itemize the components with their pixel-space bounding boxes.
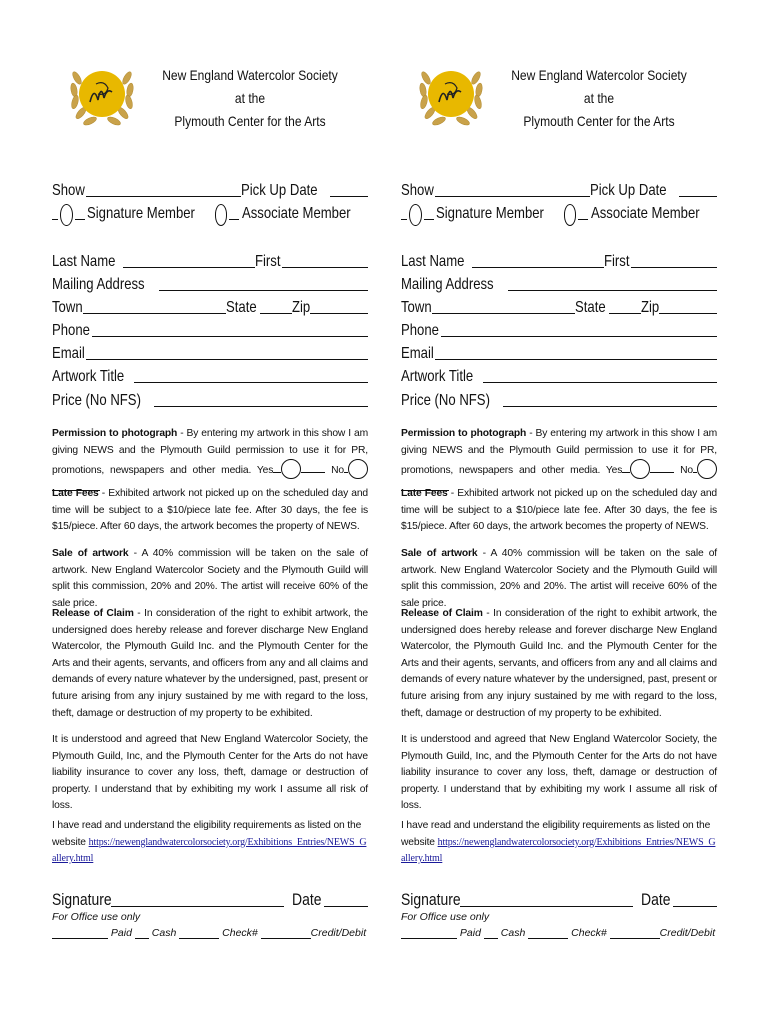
- sale-paragraph: [401, 546, 717, 612]
- phone-row: [52, 318, 368, 340]
- town-field[interactable]: [432, 299, 575, 314]
- first-name-field[interactable]: [631, 253, 717, 268]
- heading-line-3: Plymouth Center for the Arts: [523, 113, 675, 129]
- heading-line-3: Plymouth Center for the Arts: [174, 113, 326, 129]
- cash-label: Cash: [500, 927, 526, 939]
- credit-label: Credit/Debit: [310, 927, 367, 939]
- form-heading: [138, 64, 362, 133]
- date-field[interactable]: [673, 892, 717, 907]
- eligibility-paragraph: [401, 818, 717, 868]
- phone-label: Phone: [401, 322, 439, 339]
- paid-label: Paid: [459, 927, 481, 939]
- no-label: No: [680, 465, 693, 477]
- check-field[interactable]: [528, 928, 568, 939]
- address-row: [401, 272, 717, 294]
- price-label: Price (No NFS): [401, 392, 490, 409]
- office-use-label: For Office use only: [52, 911, 141, 923]
- entry-form-left: [52, 0, 368, 1024]
- blank-line: [424, 205, 434, 220]
- release-paragraph: [401, 606, 717, 722]
- heading-line-2: at the: [234, 90, 266, 106]
- zip-field[interactable]: [659, 299, 717, 314]
- artwork-title-field[interactable]: [134, 368, 368, 383]
- credit-field[interactable]: [610, 928, 660, 939]
- form-heading: [487, 64, 711, 133]
- insurance-paragraph: [401, 732, 717, 815]
- no-checkbox[interactable]: [348, 459, 368, 479]
- town-row: [52, 295, 368, 317]
- mailing-address-label: Mailing Address: [52, 276, 145, 293]
- eligibility-text: I have read and understand the eligibility requirements as listed on the website: [401, 820, 711, 848]
- mailing-address-label: Mailing Address: [401, 276, 494, 293]
- state-label: State: [575, 299, 607, 316]
- signature-field[interactable]: [460, 892, 633, 907]
- payment-row: [401, 927, 717, 939]
- sale-text: - A 40% commission will be taken on the sale of artwork. New England Watercolor Society and the Plymouth Guild will split this commission, 20% and 20%. The artist will receive 60% of the sale price.: [52, 548, 368, 609]
- last-name-field[interactable]: [472, 253, 604, 268]
- insurance-paragraph: [52, 732, 368, 815]
- artwork-title-row: [52, 364, 368, 386]
- yes-checkbox[interactable]: [281, 459, 301, 479]
- price-label: Price (No NFS): [52, 392, 141, 409]
- artwork-title-label: Artwork Title: [52, 368, 125, 385]
- mailing-address-field[interactable]: [159, 276, 368, 291]
- show-row: [52, 178, 368, 200]
- late-fees-paragraph: [52, 486, 368, 536]
- blank-line: [229, 205, 239, 220]
- signature-member-checkbox[interactable]: [409, 204, 422, 226]
- date-label: Date: [292, 890, 322, 909]
- eligibility-paragraph: [52, 818, 368, 868]
- mailing-address-field[interactable]: [508, 276, 717, 291]
- date-field[interactable]: [324, 892, 368, 907]
- no-label: No: [331, 465, 344, 477]
- pickup-field[interactable]: [330, 182, 368, 197]
- late-fees-title: Late Fees: [52, 488, 99, 499]
- signature-member-label: Signature Member: [435, 205, 544, 222]
- permission-text: - By entering my artwork in this show I am giving NEWS and the Plymouth Guild permission to use it for PR, promotions, newspapers and other media.: [401, 428, 717, 477]
- paid-field[interactable]: [401, 928, 457, 939]
- check-label: Check#: [222, 927, 258, 939]
- payment-row: [52, 927, 368, 939]
- first-name-label: First: [603, 253, 630, 270]
- price-field[interactable]: [503, 392, 717, 407]
- blank-line: [75, 205, 85, 220]
- date-label: Date: [641, 890, 671, 909]
- associate-member-label: Associate Member: [590, 205, 700, 222]
- town-row: [401, 295, 717, 317]
- signature-member-label: Signature Member: [86, 205, 195, 222]
- check-label: Check#: [571, 927, 607, 939]
- state-field[interactable]: [609, 299, 641, 314]
- entry-form-right: [401, 0, 717, 1024]
- name-row: [401, 249, 717, 271]
- pickup-label: Pick Up Date: [240, 182, 318, 199]
- membership-row: [52, 201, 368, 223]
- price-row: [52, 388, 368, 410]
- gallery-link[interactable]: https://newenglandwatercolorsociety.org/Exhibitions_Entries/NEWS_Gallery.html: [401, 836, 716, 865]
- phone-field[interactable]: [92, 322, 368, 337]
- signature-row: [401, 886, 717, 910]
- zip-field[interactable]: [310, 299, 368, 314]
- town-field[interactable]: [83, 299, 226, 314]
- email-label: Email: [401, 345, 434, 362]
- permission-text: - By entering my artwork in this show I am giving NEWS and the Plymouth Guild permission to use it for PR, promotions, newspapers and other media.: [52, 428, 368, 477]
- yes-checkbox[interactable]: [630, 459, 650, 479]
- town-label: Town: [52, 299, 83, 316]
- heading-line-1: New England Watercolor Society: [511, 67, 687, 83]
- pickup-label: Pick Up Date: [589, 182, 667, 199]
- first-name-field[interactable]: [282, 253, 368, 268]
- town-label: Town: [401, 299, 432, 316]
- phone-field[interactable]: [441, 322, 717, 337]
- membership-row: [401, 201, 717, 223]
- name-row: [52, 249, 368, 271]
- insurance-text: It is understood and agreed that New England Watercolor Society, the Plymouth Guild, Inc, and the Plymouth Center for the Arts do not have liability insurance to cover any loss, theft, damage or destruction of property. I understand that by exhibiting my work I assume all risk of loss.: [401, 734, 717, 812]
- zip-label: Zip: [291, 299, 310, 316]
- release-title: Release of Claim: [401, 608, 483, 619]
- show-label: Show: [401, 182, 434, 199]
- credit-field[interactable]: [261, 928, 311, 939]
- release-text: - In consideration of the right to exhibit artwork, the undersigned does hereby release and forever discharge New England Watercolor, the Plymouth Guild Inc. and the Plymouth Center for the Arts and their agents, servants, and officers from any and all claims and demands of every nature whatever by the undersigned, past, present or future arising from any injury sustained by me with regard to the loss, theft, damage or destruction of my property to be exhibited.: [401, 608, 717, 719]
- phone-row: [401, 318, 717, 340]
- office-use-label: For Office use only: [401, 911, 490, 923]
- state-label: State: [226, 299, 258, 316]
- email-row: [52, 341, 368, 363]
- yes-label: Yes: [605, 465, 623, 477]
- signature-row: [52, 886, 368, 910]
- cash-field[interactable]: [135, 928, 149, 939]
- sale-title: Sale of artwork: [52, 548, 129, 559]
- last-name-label: Last Name: [401, 253, 465, 270]
- heading-line-2: at the: [583, 90, 615, 106]
- last-name-field[interactable]: [123, 253, 255, 268]
- paid-label: Paid: [110, 927, 132, 939]
- email-field[interactable]: [435, 345, 717, 360]
- first-name-label: First: [254, 253, 281, 270]
- society-logo: [68, 58, 136, 130]
- check-field[interactable]: [179, 928, 219, 939]
- zip-label: Zip: [640, 299, 659, 316]
- blank-line: [401, 205, 407, 220]
- phone-label: Phone: [52, 322, 90, 339]
- blank-line: [578, 205, 588, 220]
- sale-paragraph: [52, 546, 368, 612]
- show-label: Show: [52, 182, 85, 199]
- late-fees-title: Late Fees: [401, 488, 448, 499]
- signature-field[interactable]: [111, 892, 284, 907]
- society-logo: [417, 58, 485, 130]
- artwork-title-label: Artwork Title: [401, 368, 474, 385]
- show-row: [401, 178, 717, 200]
- yes-label: Yes: [256, 465, 274, 477]
- artwork-title-field[interactable]: [483, 368, 717, 383]
- price-field[interactable]: [154, 392, 368, 407]
- cash-label: Cash: [151, 927, 177, 939]
- late-fees-paragraph: [401, 486, 717, 536]
- address-row: [52, 272, 368, 294]
- pickup-field[interactable]: [679, 182, 717, 197]
- blank-line: [52, 205, 58, 220]
- email-label: Email: [52, 345, 85, 362]
- signature-member-checkbox[interactable]: [60, 204, 73, 226]
- credit-label: Credit/Debit: [659, 927, 716, 939]
- paid-field[interactable]: [52, 928, 108, 939]
- heading-line-1: New England Watercolor Society: [162, 67, 338, 83]
- state-field[interactable]: [260, 299, 292, 314]
- release-text: - In consideration of the right to exhibit artwork, the undersigned does hereby release and forever discharge New England Watercolor, the Plymouth Guild Inc. and the Plymouth Center for the Arts and their agents, servants, and officers from any and all claims and demands of every nature whatever by the undersigned, past, present or future arising from any injury sustained by me with regard to the loss, theft, damage or destruction of my property to be exhibited.: [52, 608, 368, 719]
- sale-title: Sale of artwork: [401, 548, 478, 559]
- late-fees-text: - Exhibited artwork not picked up on the scheduled day and time will be subject to a $10/piece late fee. After 30 days, the fee is $15/piece. After 60 days, the artwork becomes the property of NEWS.: [52, 488, 368, 533]
- cash-field[interactable]: [484, 928, 498, 939]
- permission-title: Permission to photograph: [401, 428, 527, 439]
- show-field[interactable]: [435, 182, 590, 197]
- show-field[interactable]: [86, 182, 241, 197]
- release-paragraph: [52, 606, 368, 722]
- last-name-label: Last Name: [52, 253, 116, 270]
- gallery-link[interactable]: https://newenglandwatercolorsociety.org/Exhibitions_Entries/NEWS_Gallery.html: [52, 836, 367, 865]
- price-row: [401, 388, 717, 410]
- eligibility-text: I have read and understand the eligibility requirements as listed on the website: [52, 820, 362, 848]
- email-field[interactable]: [86, 345, 368, 360]
- associate-member-label: Associate Member: [241, 205, 351, 222]
- sale-text: - A 40% commission will be taken on the sale of artwork. New England Watercolor Society and the Plymouth Guild will split this commission, 20% and 20%. The artist will receive 60% of the sale price.: [401, 548, 717, 609]
- signature-label: Signature: [401, 890, 461, 909]
- insurance-text: It is understood and agreed that New England Watercolor Society, the Plymouth Guild, Inc, and the Plymouth Center for the Arts do not have liability insurance to cover any loss, theft, damage or destruction of property. I understand that by exhibiting my work I assume all risk of loss.: [52, 734, 368, 812]
- release-title: Release of Claim: [52, 608, 134, 619]
- permission-title: Permission to photograph: [52, 428, 178, 439]
- no-checkbox[interactable]: [697, 459, 717, 479]
- artwork-title-row: [401, 364, 717, 386]
- email-row: [401, 341, 717, 363]
- associate-member-checkbox[interactable]: [215, 204, 228, 226]
- associate-member-checkbox[interactable]: [564, 204, 577, 226]
- late-fees-text: - Exhibited artwork not picked up on the scheduled day and time will be subject to a $10/piece late fee. After 30 days, the fee is $15/piece. After 60 days, the artwork becomes the property of NEWS.: [401, 488, 717, 533]
- signature-label: Signature: [52, 890, 112, 909]
